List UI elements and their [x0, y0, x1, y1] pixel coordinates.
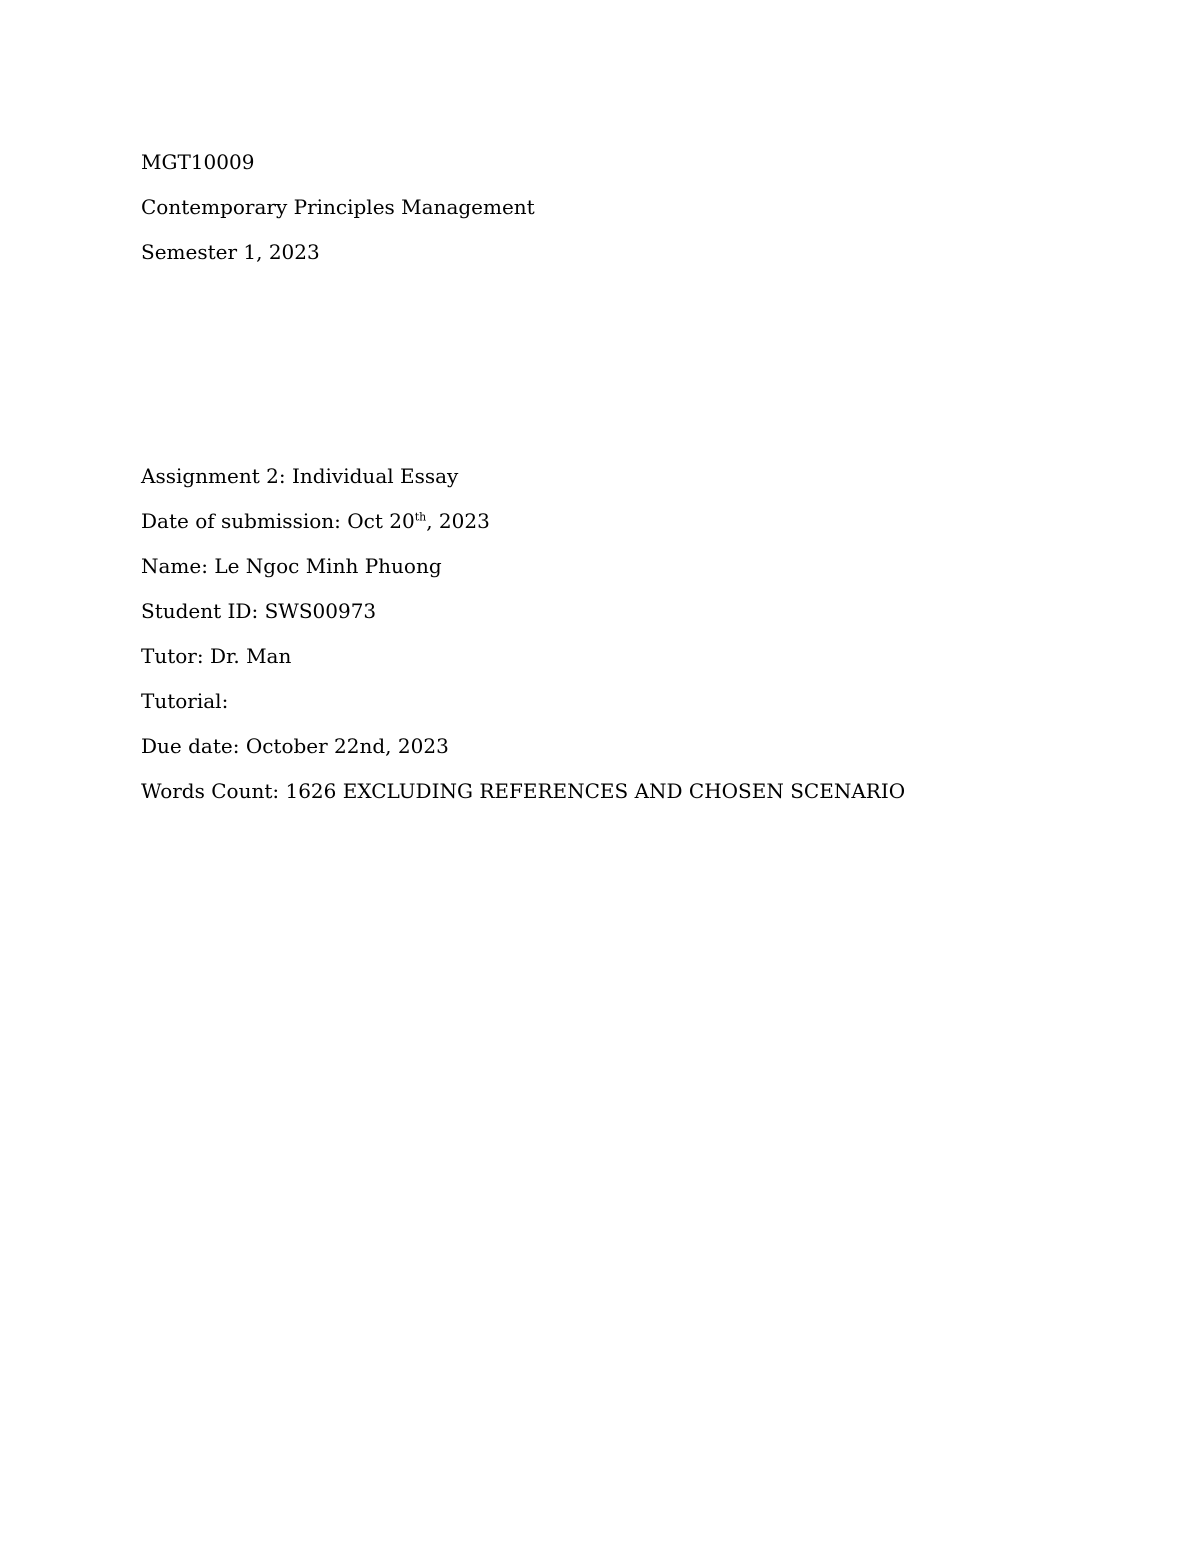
due-date-value: October 22nd, 2023: [245, 734, 449, 758]
words-count-label: Words Count:: [141, 779, 280, 803]
submission-date-year: , 2023: [426, 509, 490, 533]
assignment-value: Individual Essay: [291, 464, 459, 488]
tutor-line: [141, 634, 1101, 679]
assignment-details: [141, 454, 1101, 814]
student-id-label: Student ID:: [141, 599, 259, 623]
course-code: MGT10009: [141, 150, 255, 174]
submission-date-line: [141, 499, 1101, 544]
student-id-value: SWS00973: [264, 599, 377, 623]
student-name-value: Le Ngoc Minh Phuong: [214, 554, 442, 578]
tutorial-line: [141, 679, 1101, 724]
tutorial-label: Tutorial:: [141, 689, 229, 713]
assignment-line: [141, 454, 1101, 499]
semester: Semester 1, 2023: [141, 240, 320, 264]
tutor-label: Tutor:: [141, 644, 204, 668]
submission-date-day: Oct 20: [347, 509, 415, 533]
due-date-line: [141, 724, 1101, 769]
submission-date-suffix: th: [414, 510, 427, 524]
student-id-line: [141, 589, 1101, 634]
words-count-value: 1626 EXCLUDING REFERENCES AND CHOSEN SCENARIO: [285, 779, 906, 803]
course-title: Contemporary Principles Management: [141, 195, 535, 219]
submission-date-value: [347, 509, 490, 533]
tutor-value: Dr. Man: [209, 644, 292, 668]
course-info: [141, 140, 1101, 275]
due-date-label: Due date:: [141, 734, 240, 758]
words-count-line: [141, 769, 1101, 814]
assignment-label: Assignment 2:: [141, 464, 286, 488]
student-name-line: [141, 544, 1101, 589]
submission-date-label: Date of submission:: [141, 509, 341, 533]
student-name-label: Name:: [141, 554, 208, 578]
